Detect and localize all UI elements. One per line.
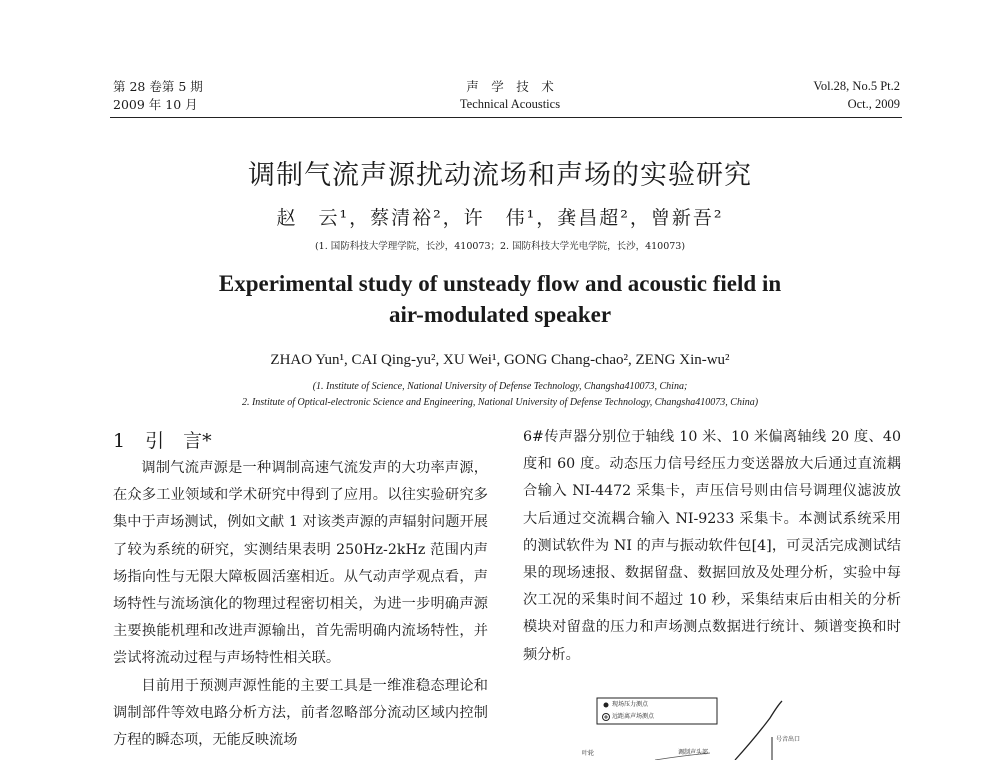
body-paragraph: 目前用于预测声源性能的主要工具是一维准稳态理论和调制部件等效电路分析方法，前者忽略部分流动区域内控制方程的瞬态项，无能反映流场 — [113, 677, 488, 749]
affiliation-en-1: (1. Institute of Science, National University of Defense Technology, Changsha410073, China; — [312, 381, 688, 392]
section-title: 引 言* — [145, 430, 212, 452]
date-cn: 2009 年 10 月 — [113, 97, 198, 112]
horn-curve — [735, 701, 782, 760]
legend-label-sound: 远距离声场测点 — [612, 713, 655, 720]
date-en: Oct., 2009 — [847, 97, 900, 111]
paper-title-en-line2: air-modulated speaker — [388, 302, 612, 327]
paper-title-en-line1: Experimental study of unsteady flow and acoustic field in — [218, 271, 782, 296]
legend-label-pressure: 现场压力测点 — [612, 701, 649, 708]
authors-en: ZHAO Yun¹, CAI Qing-yu², XU Wei¹, GONG Chang-chao², ZENG Xin-wu² — [270, 352, 730, 368]
right-column — [523, 424, 901, 669]
journal-name-en: Technical Acoustics — [459, 97, 561, 111]
volume-issue-en: Vol.28, No.5 Pt.2 — [813, 79, 900, 93]
figure-label-b: 调制声头部 — [678, 749, 709, 756]
authors-cn: 赵 云¹，蔡清裕²，许 伟¹，龚昌超²，曾新吾² — [276, 207, 724, 229]
figure-label-a: 叶轮 — [582, 750, 595, 757]
section-heading — [113, 426, 212, 453]
pressure-point-marker — [604, 703, 609, 708]
affiliation-cn: (1. 国防科技大学理学院，长沙，410073；2. 国防科技大学光电学院，长沙，410073) — [314, 241, 686, 252]
body-paragraph: 6#传声器分别位于轴线 10 米、10 米偏离轴线 20 度、40 度和 60 度。动态压力信号经压力变送器放大后通过直流耦合输入 NI-4472 采集卡，声压信号则由信号调理仪滤波放大后通过交流耦合输入 NI-9233 采集卡。本测试系统采用的测试软件为 NI 的声与振动软件包[4]，可灵活完成测试结果的现场速报、数据留盘、数据回放及处理分析，实验中每次工况的采集时间不超过 10 秒，采集结束后由相关的分析模块对留盘的压力和声场测点数据进行统计、频谱变换和时频分析。 — [523, 429, 901, 663]
header-rule — [110, 117, 902, 118]
paper-title-cn: 调制气流声源扰动流场和声场的实验研究 — [248, 160, 752, 191]
figure-diagram — [560, 693, 880, 760]
section-number: 1 — [113, 430, 126, 452]
body-paragraph: 调制气流声源是一种调制高速气流发声的大功率声源，在众多工业领域和学术研究中得到了应用。以往实验研究多集中于声场测试，例如文献 1 对该类声源的声辐射问题开展了较为系统的研究，实测结果表明 250Hz-2kHz 范围内声场指向性与无限大障板圆活塞相近。从气动声学观点看，声场特性与流场演化的物理过程密切相关，为进一步明确声源主要换能机理和改进声源输出，首先需明确内流场特性，并尝试将流动过程与声场特性相关联。 — [113, 460, 488, 667]
figure-label-outlet: 号音出口 — [776, 736, 801, 743]
volume-issue-cn: 第 28 卷第 5 期 — [113, 79, 203, 94]
left-column — [113, 455, 488, 754]
affiliation-en-2: 2. Institute of Optical-electronic Science and Engineering, National University of Defense Technology, Changsha410073, China) — [241, 397, 759, 408]
figure — [560, 693, 880, 760]
journal-name-cn: 声 学 技 术 — [466, 79, 554, 94]
